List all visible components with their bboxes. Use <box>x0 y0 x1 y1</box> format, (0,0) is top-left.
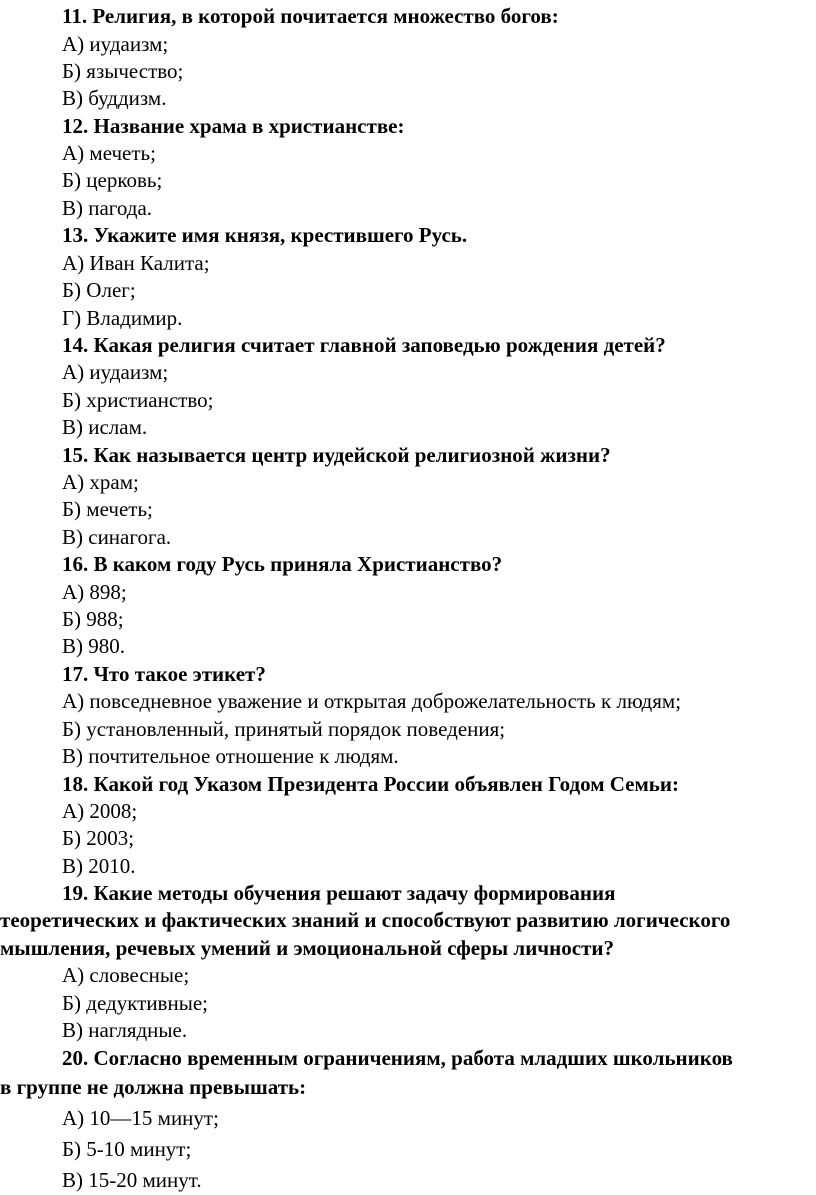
answer-option: В) 980. <box>62 634 125 658</box>
answer-option: А) Иван Калита; <box>62 251 210 275</box>
answer-option: В) 2010. <box>62 854 136 878</box>
answer-option: А) мечеть; <box>62 141 156 165</box>
answer-option: Б) установленный, принятый порядок поведения; <box>62 717 506 741</box>
answer-option: А) иудаизм; <box>62 360 169 384</box>
question-19-line-1: 19. Какие методы обучения решают задачу формирования <box>62 881 616 905</box>
question-20-line-2: в группе не должна превышать: <box>0 1075 307 1099</box>
answer-option: В) наглядные. <box>62 1018 188 1042</box>
answer-option: Г) Владимир. <box>62 306 183 330</box>
answer-option: В) почтительное отношение к людям. <box>62 744 399 768</box>
question-14: 14. Какая религия считает главной заповедью рождения детей? <box>62 333 666 357</box>
answer-option: В) буддизм. <box>62 86 167 110</box>
question-13: 13. Укажите имя князя, крестившего Русь. <box>62 223 468 247</box>
answer-option: Б) язычество; <box>62 59 184 83</box>
question-20-line-1: 20. Согласно временным ограничениям, работа младших школьников <box>62 1046 733 1070</box>
answer-option: В) 15-20 минут. <box>62 1168 202 1192</box>
answer-option: Б) Олег; <box>62 278 136 302</box>
answer-option: А) повседневное уважение и открытая доброжелательность к людям; <box>62 689 682 713</box>
question-19-line-3: мышления, речевых умений и эмоциональной сферы личности? <box>0 936 614 960</box>
answer-option: Б) церковь; <box>62 168 163 192</box>
question-15: 15. Как называется центр иудейской религиозной жизни? <box>62 443 611 467</box>
question-16: 16. В каком году Русь приняла Христианство? <box>62 552 503 576</box>
question-18: 18. Какой год Указом Президента России объявлен Годом Семьи: <box>62 772 680 796</box>
answer-option: А) иудаизм; <box>62 32 169 56</box>
answer-option: Б) мечеть; <box>62 497 153 521</box>
answer-option: А) храм; <box>62 470 139 494</box>
answer-option: В) синагога. <box>62 525 172 549</box>
answer-option: Б) дедуктивные; <box>62 991 208 1015</box>
question-12: 12. Название храма в христианстве: <box>62 114 405 138</box>
answer-option: Б) 2003; <box>62 826 135 850</box>
answer-option: А) 10—15 минут; <box>62 1106 219 1130</box>
question-11: 11. Религия, в которой почитается множество богов: <box>62 4 559 28</box>
answer-option: Б) 5-10 минут; <box>62 1137 192 1161</box>
answer-option: В) пагода. <box>62 196 153 220</box>
answer-option: Б) 988; <box>62 607 124 631</box>
answer-option: А) словесные; <box>62 963 190 987</box>
answer-option: Б) христианство; <box>62 388 214 412</box>
answer-option: В) ислам. <box>62 415 148 439</box>
question-19-line-2: теоретических и фактических знаний и способствуют развитию логического <box>0 908 731 932</box>
answer-option: А) 898; <box>62 580 127 604</box>
answer-option: А) 2008; <box>62 799 138 823</box>
question-17: 17. Что такое этикет? <box>62 662 266 686</box>
